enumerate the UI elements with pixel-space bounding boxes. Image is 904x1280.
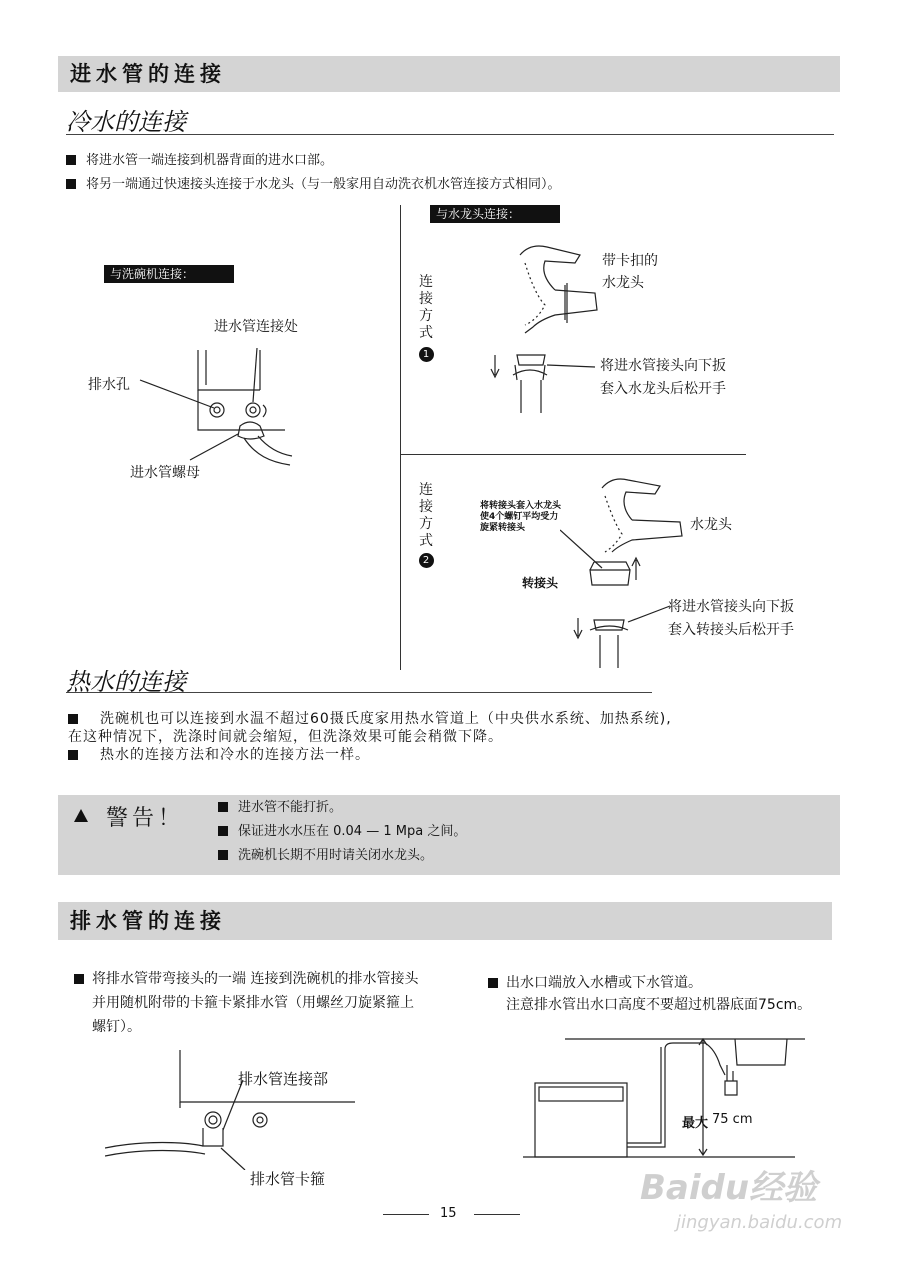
label-max-height: 75 cm [712,1112,753,1127]
tag-faucet-connection: 与水龙头连接： [430,205,560,223]
warning-item-3: 洗碗机长期不用时请关闭水龙头。 [218,847,433,865]
method-2-step-1: 将进水管接头向下扳 [668,599,794,615]
drain-right-line-2: 注意排水管出水口高度不要超过机器底面75cm。 [506,997,812,1013]
label-inlet-nut: 进水管螺母 [130,465,200,481]
warning-item-2: 保证进水水压在 0.04 — 1 Mpa 之间。 [218,823,466,841]
heading-cold-water: 冷水的连接 [66,102,834,135]
cold-bullet-1: 将进水管一端连接到机器背面的进水口部。 [66,152,333,170]
sink-drain-illustration [515,1035,815,1160]
tag-dishwasher-connection: 与洗碗机连接： [104,265,234,283]
label-drain-connector: 排水管连接部 [238,1070,329,1088]
heading-hot-water: 热水的连接 [66,662,652,693]
watermark-logo: Baidu经验 [640,1168,818,1208]
bullet-square [68,714,78,724]
bullet-square [218,826,228,836]
hot-bullet-1-line-1: 洗碗机也可以连接到水温不超过60摄氏度家用热水管道上（中央供水系统、加热系统), [68,710,672,728]
bullet-square [74,974,84,984]
dishwasher-back-illustration [120,330,320,490]
method-2-note-3: 旋紧转接头 [480,523,526,533]
method-1-title: 连接方式 [419,274,433,341]
bullet-square [66,179,76,189]
method-1-step-2: 套入水龙头后松开手 [600,381,726,397]
drain-left-line-3: 螺钉）。 [92,1019,141,1035]
section-title-drain: 排水管的连接 [58,902,832,940]
bullet-square [68,750,78,760]
method-2-title: 连接方式 [419,482,433,549]
method-1-step-1: 将进水管接头向下扳 [600,358,726,374]
page-number-rule-right [474,1214,520,1215]
drain-left-line-2: 并用随机附带的卡箍卡紧排水管（用螺丝刀旋紧箍上 [92,995,414,1011]
label-clip-faucet-line2: 水龙头 [602,275,644,291]
drain-left-line-1: 将排水管带弯接头的一端 连接到洗碗机的排水管接头 [74,970,418,988]
bullet-square [218,802,228,812]
faucet-adapter-illustration [560,470,690,670]
divider-vertical [400,205,401,670]
method-2-note-1: 将转接头套入水龙头 [480,501,562,511]
bullet-square [488,978,498,988]
bullet-square [218,850,228,860]
warning-icon [74,809,88,822]
page-number: 15 [440,1206,457,1221]
hot-bullet-2: 热水的连接方法和冷水的连接方法一样。 [68,746,370,764]
warning-item-1: 进水管不能打折。 [218,799,342,817]
label-clip-faucet-line1: 带卡扣的 [602,253,658,269]
label-adapter: 转接头 [522,576,559,590]
label-drain-clamp: 排水管卡箍 [250,1170,326,1188]
method-1-number-badge: 1 [418,342,434,362]
page-number-rule-left [383,1214,429,1215]
faucet-clip-illustration [485,235,615,415]
warning-box [58,795,840,875]
hot-bullet-1-line-2: 在这种情况下，洗涤时间就会缩短，但洗涤效果可能会稍微下降。 [68,729,503,745]
drain-right-line-1: 出水口端放入水槽或下水管道。 [488,974,702,992]
label-inlet-connection: 进水管连接处 [214,319,298,335]
method-2-number-badge: 2 [418,548,434,568]
bullet-square [66,155,76,165]
method-2-note-2: 使4个螺钉平均受力 [480,512,559,522]
label-drain-hole: 排水孔 [88,377,130,393]
divider-horizontal [400,454,746,455]
label-faucet: 水龙头 [690,517,732,533]
section-title-inlet: 进水管的连接 [58,56,840,92]
method-2-step-2: 套入转接头后松开手 [668,622,794,638]
cold-bullet-2: 将另一端通过快速接头连接于水龙头（与一般家用自动洗衣机水管连接方式相同）。 [66,176,561,194]
warning-title: 警告！ [106,806,185,831]
watermark-url: jingyan.baidu.com [676,1212,843,1233]
label-max: 最大 [682,1116,709,1131]
